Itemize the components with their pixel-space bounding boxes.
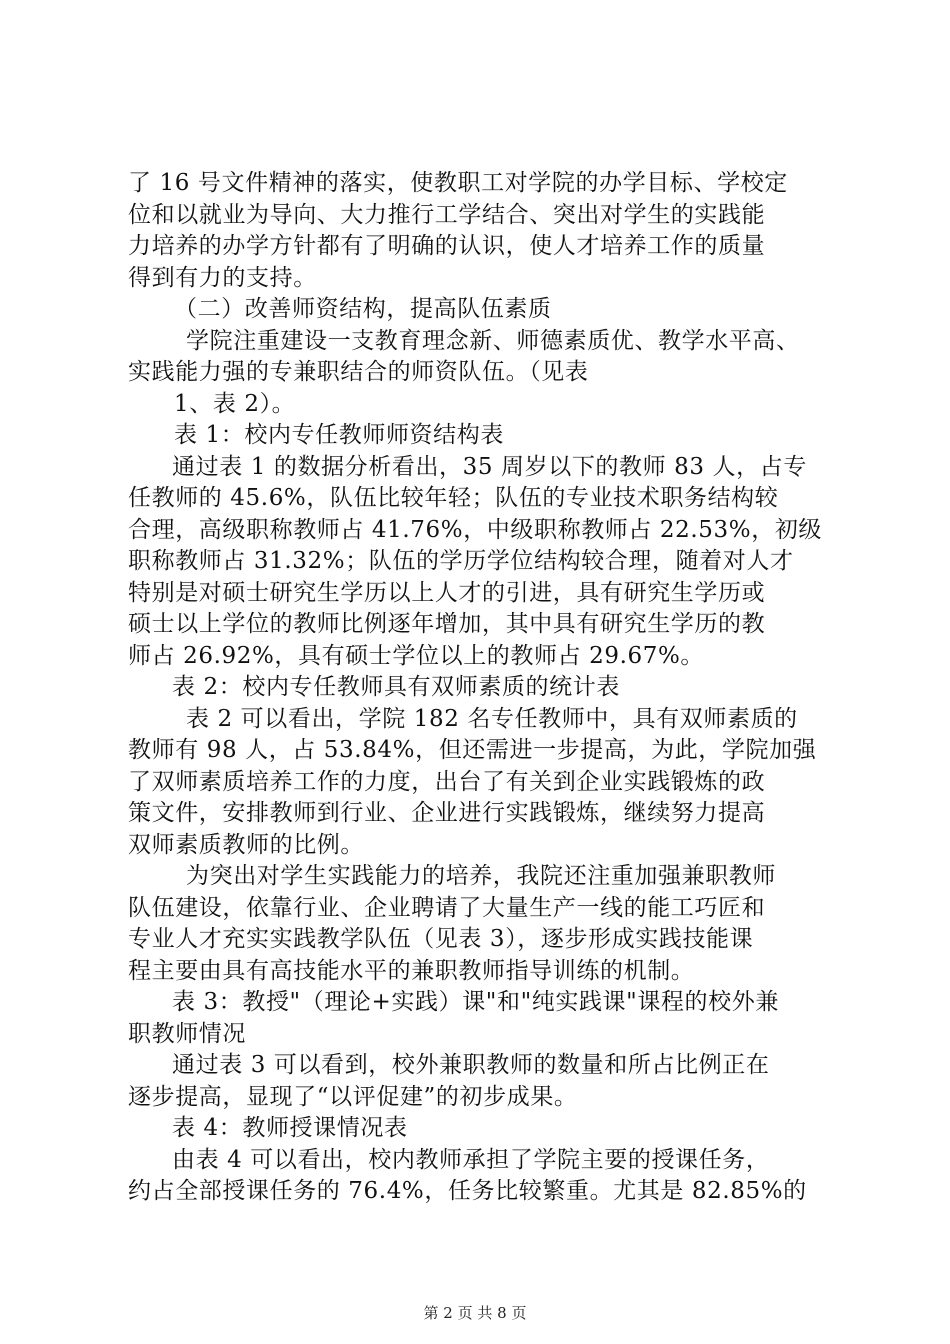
- text-line: 师占 26.92%，具有硕士学位以上的教师占 29.67%。: [128, 642, 705, 669]
- text-line: 程主要由具有高技能水平的兼职教师指导训练的机制。: [128, 957, 695, 984]
- text-line: 通过表 1 的数据分析看出，35 周岁以下的教师 83 人，占专: [172, 453, 807, 480]
- text-line: 表 2 可以看出，学院 182 名专任教师中，具有双师素质的: [186, 705, 798, 732]
- text-line: 了 16 号文件精神的落实，使教职工对学院的办学目标、学校定: [128, 170, 788, 196]
- text-line: 策文件，安排教师到行业、企业进行实践锻炼，继续努力提高: [128, 800, 766, 826]
- text-line: 队伍建设，依靠行业、企业聘请了大量生产一线的能工巧匠和: [128, 894, 766, 921]
- page-number-footer: 第 2 页 共 8 页: [423, 1304, 527, 1322]
- text-line: 职教师情况: [128, 1020, 246, 1047]
- text-line: 硕士以上学位的教师比例逐年增加，其中具有研究生学历的教: [128, 611, 766, 637]
- text-line: 由表 4 可以看出，校内教师承担了学院主要的授课任务，: [172, 1146, 770, 1173]
- text-line: 教师有 98 人，占 53.84%，但还需进一步提高，为此，学院加强: [128, 737, 817, 763]
- document-body: [128, 168, 838, 1208]
- text-line: 合理，高级职称教师占 41.76%，中级职称教师占 22.53%，初级: [128, 516, 823, 543]
- text-line: 专业人才充实实践教学队伍（见表 3），逐步形成实践技能课: [128, 926, 754, 952]
- text-line: 1、表 2）。: [174, 390, 296, 417]
- text-line: 为突出对学生实践能力的培养，我院还注重加强兼职教师: [186, 863, 776, 889]
- table-caption: 表 3：教授"（理论+实践）课"和"纯实践课"课程的校外兼: [172, 989, 779, 1015]
- text-line: 力培养的办学方针都有了明确的认识，使人才培养工作的质量: [128, 233, 766, 259]
- text-line: 约占全部授课任务的 76.4%，任务比较繁重。尤其是 82.85%的: [128, 1178, 807, 1204]
- table-caption: 表 1：校内专任教师师资结构表: [174, 422, 504, 448]
- text-line: 双师素质教师的比例。: [128, 831, 364, 858]
- section-heading: （二）改善师资结构，提高队伍素质: [174, 296, 552, 322]
- text-line: 了双师素质培养工作的力度，出台了有关到企业实践锻炼的政: [128, 768, 766, 795]
- text-line: 学院注重建设一支教育理念新、师德素质优、教学水平高、: [186, 327, 800, 354]
- text-line: 位和以就业为导向、大力推行工学结合、突出对学生的实践能: [128, 201, 766, 228]
- text-line: 特别是对硕士研究生学历以上人才的引进，具有研究生学历或: [128, 579, 766, 606]
- text-line: 任教师的 45.6%，队伍比较年轻；队伍的专业技术职务结构较: [128, 485, 779, 511]
- text-line: 实践能力强的专兼职结合的师资队伍。（见表: [128, 359, 589, 385]
- text-line: 逐步提高，显现了“以评促建”的初步成果。: [128, 1083, 578, 1110]
- table-caption: 表 4：教师授课情况表: [172, 1115, 408, 1141]
- text-line: 通过表 3 可以看到，校外兼职教师的数量和所占比例正在: [172, 1052, 770, 1078]
- table-caption: 表 2：校内专任教师具有双师素质的统计表: [172, 674, 620, 700]
- text-line: 职称教师占 31.32%；队伍的学历学位结构较合理，随着对人才: [128, 548, 794, 574]
- text-line: 得到有力的支持。: [128, 264, 317, 291]
